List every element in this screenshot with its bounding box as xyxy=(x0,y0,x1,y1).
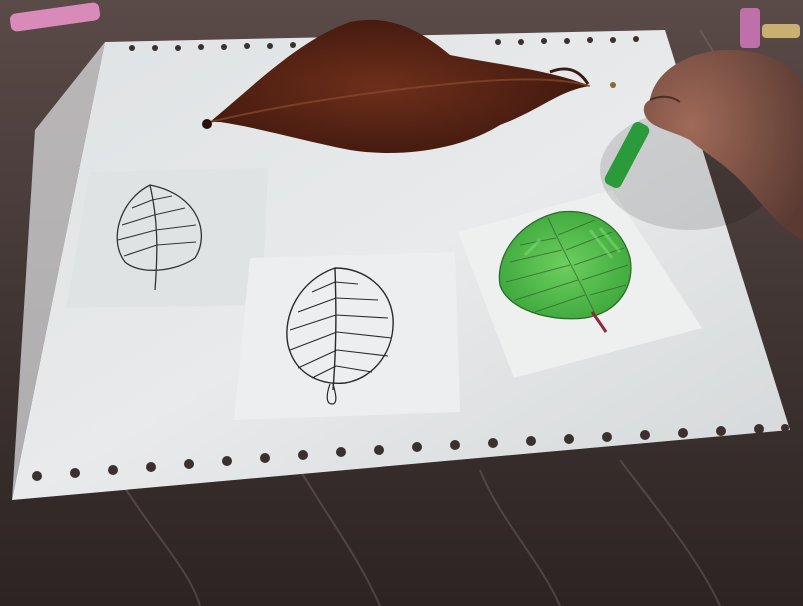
crayon-crumb xyxy=(610,82,616,88)
leaf-drawing-card-1 xyxy=(66,168,268,308)
yellow-crayon xyxy=(762,24,800,38)
leaf-drawing-card-2 xyxy=(234,252,460,420)
purple-crayon xyxy=(740,8,760,48)
